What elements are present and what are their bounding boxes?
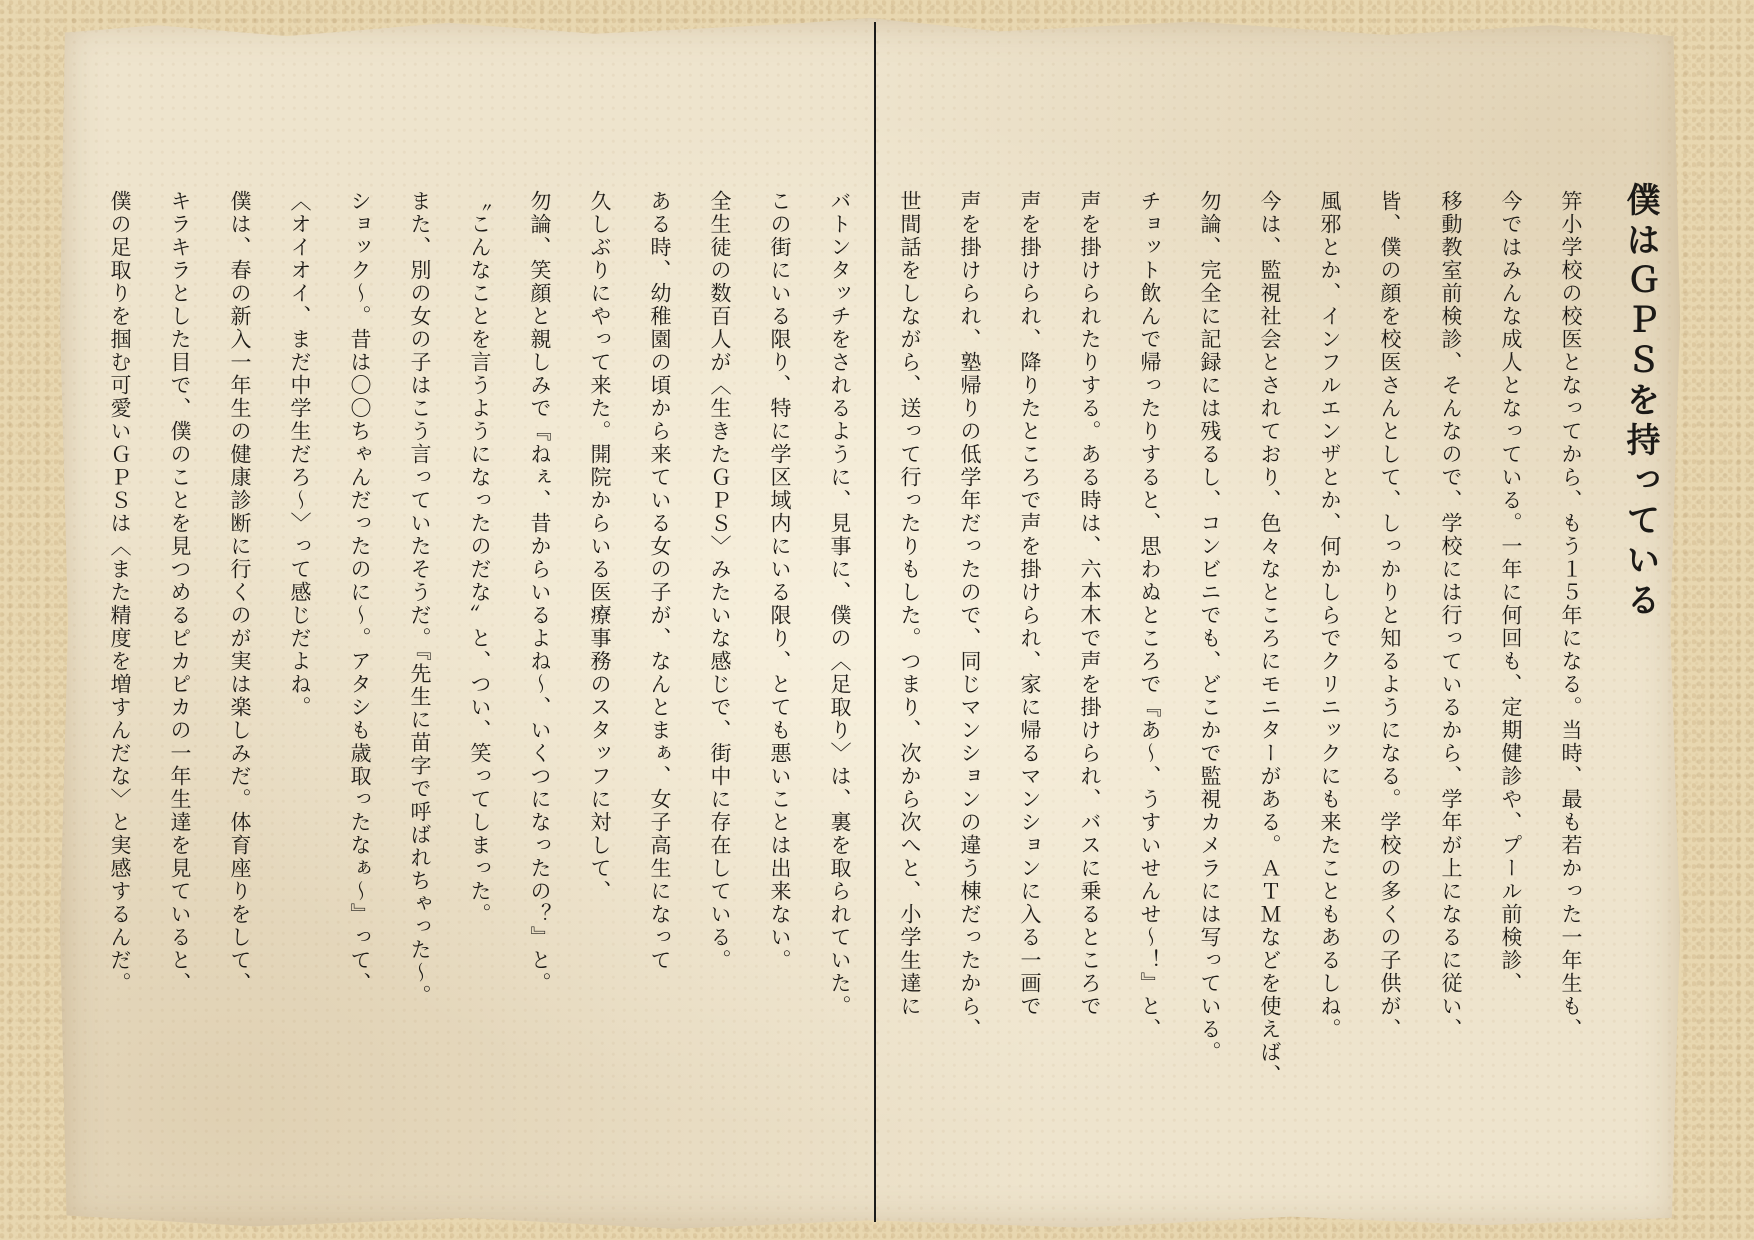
page-divider	[874, 22, 876, 1222]
text-column: 笄小学校の校医となってから、もう１５年になる。当時、最も若かった一年生も、	[1559, 190, 1583, 1041]
text-column: 勿論、笑顔と親しみで『ねぇ、昔からいるよね〜、いくつになったの？』と。	[528, 190, 552, 995]
text-column: 今は、監視社会とされており、色々なところにモニターがある。ＡＴＭなどを使えば、	[1258, 190, 1282, 1087]
text-column: 久しぶりにやって来た。開院からいる医療事務のスタッフに対して、	[588, 190, 612, 903]
text-column: この街にいる限り、特に学区域内にいる限り、とても悪いことは出来ない。	[768, 190, 792, 972]
document-title: 僕はＧＰＳを持っている	[1620, 182, 1660, 622]
text-column: バトンタッチをされるように、見事に、僕の〈足取り〉は、裏を取られていた。	[828, 190, 852, 1018]
text-column: 声を掛けられ、降りたところで声を掛けられ、家に帰るマンションに入る一画で	[1018, 190, 1042, 1018]
text-column: 勿論、完全に記録には残るし、コンビニでも、どこかで監視カメラには写っている。	[1198, 190, 1222, 1064]
text-column: また、別の女の子はこう言っていたそうだ。『先生に苗字で呼ばれちゃった〜。	[408, 190, 432, 1008]
text-column: 皆、僕の顔を校医さんとして、しっかりと知るようになる。学校の多くの子供が、	[1378, 190, 1402, 1041]
text-column: 今ではみんな成人となっている。一年に何回も、定期健診や、プール前検診、	[1499, 190, 1523, 995]
text-column: 全生徒の数百人が〈生きたＧＰＳ〉みたいな感じで、街中に存在している。	[708, 190, 732, 972]
text-column: 僕の足取りを掴む可愛いＧＰＳは〈また精度を増すんだな〉と実感するんだ。	[108, 190, 132, 995]
text-column: 僕は、春の新入一年生の健康診断に行くのが実は楽しみだ。体育座りをして、	[228, 190, 252, 995]
text-column: キラキラとした目で、僕のことを見つめるピカピカの一年生達を見ていると、	[168, 190, 192, 995]
text-column: ショック〜。昔は〇〇ちゃんだったのに〜。アタシも歳取ったなぁ〜』って、	[348, 190, 372, 995]
text-column: チョット飲んで帰ったりすると、思わぬところで『あ〜、うすいせんせ〜！』と、	[1138, 190, 1162, 1041]
text-column: 〈オイオイ、まだ中学生だろ〜〉って感じだよね。	[288, 190, 312, 719]
text-column: 声を掛けられたりする。ある時は、六本木で声を掛けられ、バスに乗るところで	[1078, 190, 1102, 1018]
text-column: ある時、幼稚園の頃から来ている女の子が、なんとまぁ、女子高生になって	[648, 190, 672, 972]
text-column: 風邪とか、インフルエンザとか、何かしらでクリニックにも来たこともあるしね。	[1318, 190, 1342, 1041]
text-column: 声を掛けられ、塾帰りの低学年だったので、同じマンションの違う棟だったから、	[958, 190, 982, 1041]
text-column: 世間話をしながら、送って行ったりもした。つまり、次から次へと、小学生達に	[898, 190, 922, 1018]
text-column: 移動教室前検診、そんなので、学校には行っているから、学年が上になるに従い、	[1439, 190, 1463, 1041]
text-column: 〝こんなことを言うようになったのだな〟と、つい、笑ってしまった。	[468, 190, 492, 926]
